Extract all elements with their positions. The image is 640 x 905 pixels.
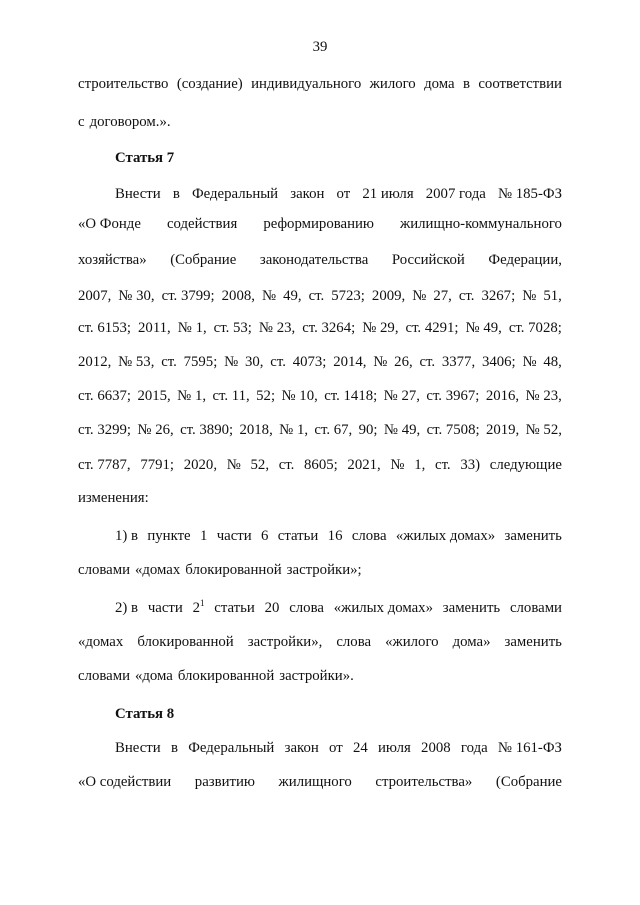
word: ст. xyxy=(419,354,436,370)
word: июля xyxy=(378,740,411,756)
word: жилого xyxy=(369,76,416,92)
word: пункте xyxy=(147,528,191,544)
word: статьи xyxy=(277,528,319,544)
word: ст. xyxy=(278,457,295,473)
word: № xyxy=(226,457,241,473)
word: № xyxy=(390,457,405,473)
word: от xyxy=(336,186,351,202)
word: № 10, xyxy=(281,388,318,404)
word: 2021, xyxy=(347,457,381,473)
word: 5723; xyxy=(331,288,365,304)
text-line xyxy=(78,250,562,270)
word: № 30, xyxy=(118,288,155,304)
word: «О Фонде xyxy=(78,216,141,232)
article-heading: Статья 7 xyxy=(115,150,175,166)
text-line xyxy=(115,184,562,204)
word: договором.». xyxy=(89,114,171,130)
word: № 49, xyxy=(465,320,502,336)
word: с xyxy=(78,114,85,130)
word: 1) в xyxy=(115,528,139,544)
text-line xyxy=(78,560,562,580)
word: № 27, xyxy=(383,388,420,404)
word: 2014, xyxy=(333,354,367,370)
word: статьи xyxy=(214,600,255,616)
word: развитию xyxy=(194,774,255,790)
word: 6 xyxy=(261,528,269,544)
word: № 1, xyxy=(177,388,207,404)
word: от xyxy=(329,740,343,756)
word: застройки»; xyxy=(286,562,362,578)
word: 2011, xyxy=(138,320,171,336)
text-line xyxy=(78,352,562,372)
word: жилищно-коммунального xyxy=(400,216,562,232)
word: ст. 3967; xyxy=(426,388,480,404)
word: закон xyxy=(284,740,319,756)
word: 24 xyxy=(352,740,368,756)
word: Внести xyxy=(115,186,161,202)
text-line xyxy=(78,318,562,338)
word: 2007, xyxy=(78,288,112,304)
word: «дома xyxy=(135,668,173,684)
word: «О содействии xyxy=(78,774,172,790)
word: $2^1$ xyxy=(192,598,205,616)
word: № xyxy=(373,354,388,370)
text-line xyxy=(78,420,562,440)
word: ст. 53; xyxy=(213,320,252,336)
word: застройки», xyxy=(247,634,323,650)
word: 2008 xyxy=(421,740,451,756)
word: дома» xyxy=(452,634,491,650)
word: ст. 7028; xyxy=(508,320,562,336)
word: 2015, xyxy=(137,388,171,404)
word: 2) в xyxy=(115,600,139,616)
word: ст. 6637; xyxy=(78,388,132,404)
word: блокированной xyxy=(137,634,234,650)
word: «домах xyxy=(78,634,124,650)
word: 2007 года xyxy=(425,186,486,202)
word: заменить xyxy=(504,634,562,650)
word: следующие xyxy=(489,457,562,473)
word: ст. 7508; xyxy=(426,422,480,438)
word: 51, xyxy=(543,288,562,304)
word: ст. xyxy=(458,288,475,304)
word: № 26, xyxy=(137,422,174,438)
word: Российской xyxy=(391,252,465,268)
word: 48, xyxy=(543,354,562,370)
word: блокированной xyxy=(177,668,275,684)
word: № 53, xyxy=(118,354,155,370)
word: дома xyxy=(424,76,455,92)
text-line xyxy=(78,74,562,94)
word: ст. 11, xyxy=(212,388,250,404)
word: слова xyxy=(351,528,387,544)
text-line xyxy=(78,455,562,475)
word: 7791; xyxy=(140,457,175,473)
word: Внести xyxy=(115,740,161,756)
word: заменить xyxy=(442,600,501,616)
word: 3377, xyxy=(441,354,476,370)
word: 30, xyxy=(245,354,264,370)
word: ст. 3264; xyxy=(302,320,356,336)
word: словами xyxy=(78,668,130,684)
word: словами xyxy=(509,600,562,616)
text-line xyxy=(115,526,562,546)
word: № xyxy=(522,354,537,370)
word: Федеральный xyxy=(188,740,275,756)
word: «жилых домах» xyxy=(395,528,496,544)
word: 7595; xyxy=(183,354,218,370)
word: 2018, xyxy=(239,422,273,438)
word: года xyxy=(460,740,488,756)
word: 1 xyxy=(199,528,208,544)
word: индивидуального xyxy=(251,76,362,92)
word: ст. 1418; xyxy=(324,388,378,404)
word: соответствии xyxy=(478,76,562,92)
word: № 49, xyxy=(383,422,421,438)
word: ст. 6153; xyxy=(78,320,132,336)
word: ст. 4291; xyxy=(405,320,459,336)
word: ст. xyxy=(435,457,451,473)
word: части xyxy=(216,528,252,544)
word: в xyxy=(170,740,178,756)
word: жилищного xyxy=(278,774,352,790)
word: № 23, xyxy=(258,320,296,336)
word: 3267; xyxy=(481,288,516,304)
word: ст. xyxy=(270,354,286,370)
word: № xyxy=(412,288,427,304)
word: Федерации, xyxy=(488,252,562,268)
word: 1, xyxy=(414,457,426,473)
word: № 23, xyxy=(525,388,562,404)
word: № 52, xyxy=(525,422,562,438)
word: 2009, xyxy=(371,288,406,304)
word: 27, xyxy=(433,288,452,304)
word: в xyxy=(172,186,180,202)
word: застройки». xyxy=(279,668,354,684)
word: № 161-ФЗ xyxy=(497,740,562,756)
word: 33) xyxy=(460,457,481,473)
word: «жилых домах» xyxy=(333,600,433,616)
word: ст. xyxy=(308,288,325,304)
word: изменения: xyxy=(78,490,149,506)
word: ст. 3890; xyxy=(180,422,234,438)
text-line xyxy=(78,632,562,652)
word: № xyxy=(224,354,239,370)
word: (создание) xyxy=(176,76,243,92)
word: 2008, xyxy=(221,288,255,304)
text-line xyxy=(78,488,562,508)
article-heading: Статья 8 xyxy=(115,706,175,722)
text-line xyxy=(78,214,562,234)
word: 90; xyxy=(358,422,378,438)
text-line xyxy=(78,666,562,686)
word: 26, xyxy=(394,354,413,370)
word: 52, xyxy=(250,457,270,473)
word: словами xyxy=(78,562,130,578)
word: ст. 3299; xyxy=(78,422,132,438)
word: 52; xyxy=(256,388,276,404)
word: 2012, xyxy=(78,354,112,370)
word: 2016, xyxy=(485,388,520,404)
text-line xyxy=(78,772,562,792)
text-line xyxy=(78,112,562,132)
superscript: 1 xyxy=(199,598,205,608)
word: закон xyxy=(290,186,325,202)
word: 20 xyxy=(264,600,280,616)
word: № xyxy=(522,288,537,304)
word: 8605; xyxy=(304,457,338,473)
word: № 29, xyxy=(362,320,399,336)
word: (Собрание xyxy=(495,774,562,790)
word: 2020, xyxy=(183,457,218,473)
word: блокированной xyxy=(185,562,282,578)
word: № 1, xyxy=(279,422,309,438)
word: № xyxy=(261,288,277,304)
word: содействия xyxy=(166,216,238,232)
word: ст. 67, xyxy=(314,422,353,438)
text-line xyxy=(78,286,562,306)
word: строительство xyxy=(78,76,169,92)
word: в xyxy=(462,76,470,92)
word: заменить xyxy=(504,528,562,544)
word: «домах xyxy=(135,562,181,578)
page-number: 39 xyxy=(312,39,328,55)
word: № 185-ФЗ xyxy=(497,186,562,202)
word: законодательства xyxy=(259,252,369,268)
word: слова xyxy=(289,600,324,616)
word: ст. xyxy=(161,354,177,370)
word: (Собрание xyxy=(170,252,237,268)
word: 21 июля xyxy=(362,186,414,202)
word: строительства» xyxy=(375,774,473,790)
word: 2019, xyxy=(485,422,520,438)
word: слова xyxy=(336,634,372,650)
word: ст. 3799; xyxy=(161,288,215,304)
word: «жилого xyxy=(385,634,439,650)
text-line xyxy=(115,598,562,618)
word: части xyxy=(147,600,183,616)
word: хозяйства» xyxy=(78,252,147,268)
text-line xyxy=(115,738,562,758)
text-line xyxy=(78,386,562,406)
word: ст. 7787, xyxy=(78,457,131,473)
word: 16 xyxy=(327,528,343,544)
word: № 1, xyxy=(177,320,207,336)
word: реформированию xyxy=(263,216,374,232)
word: 3406; xyxy=(481,354,516,370)
word: 49, xyxy=(283,288,302,304)
word: Федеральный xyxy=(191,186,279,202)
word: 4073; xyxy=(292,354,327,370)
